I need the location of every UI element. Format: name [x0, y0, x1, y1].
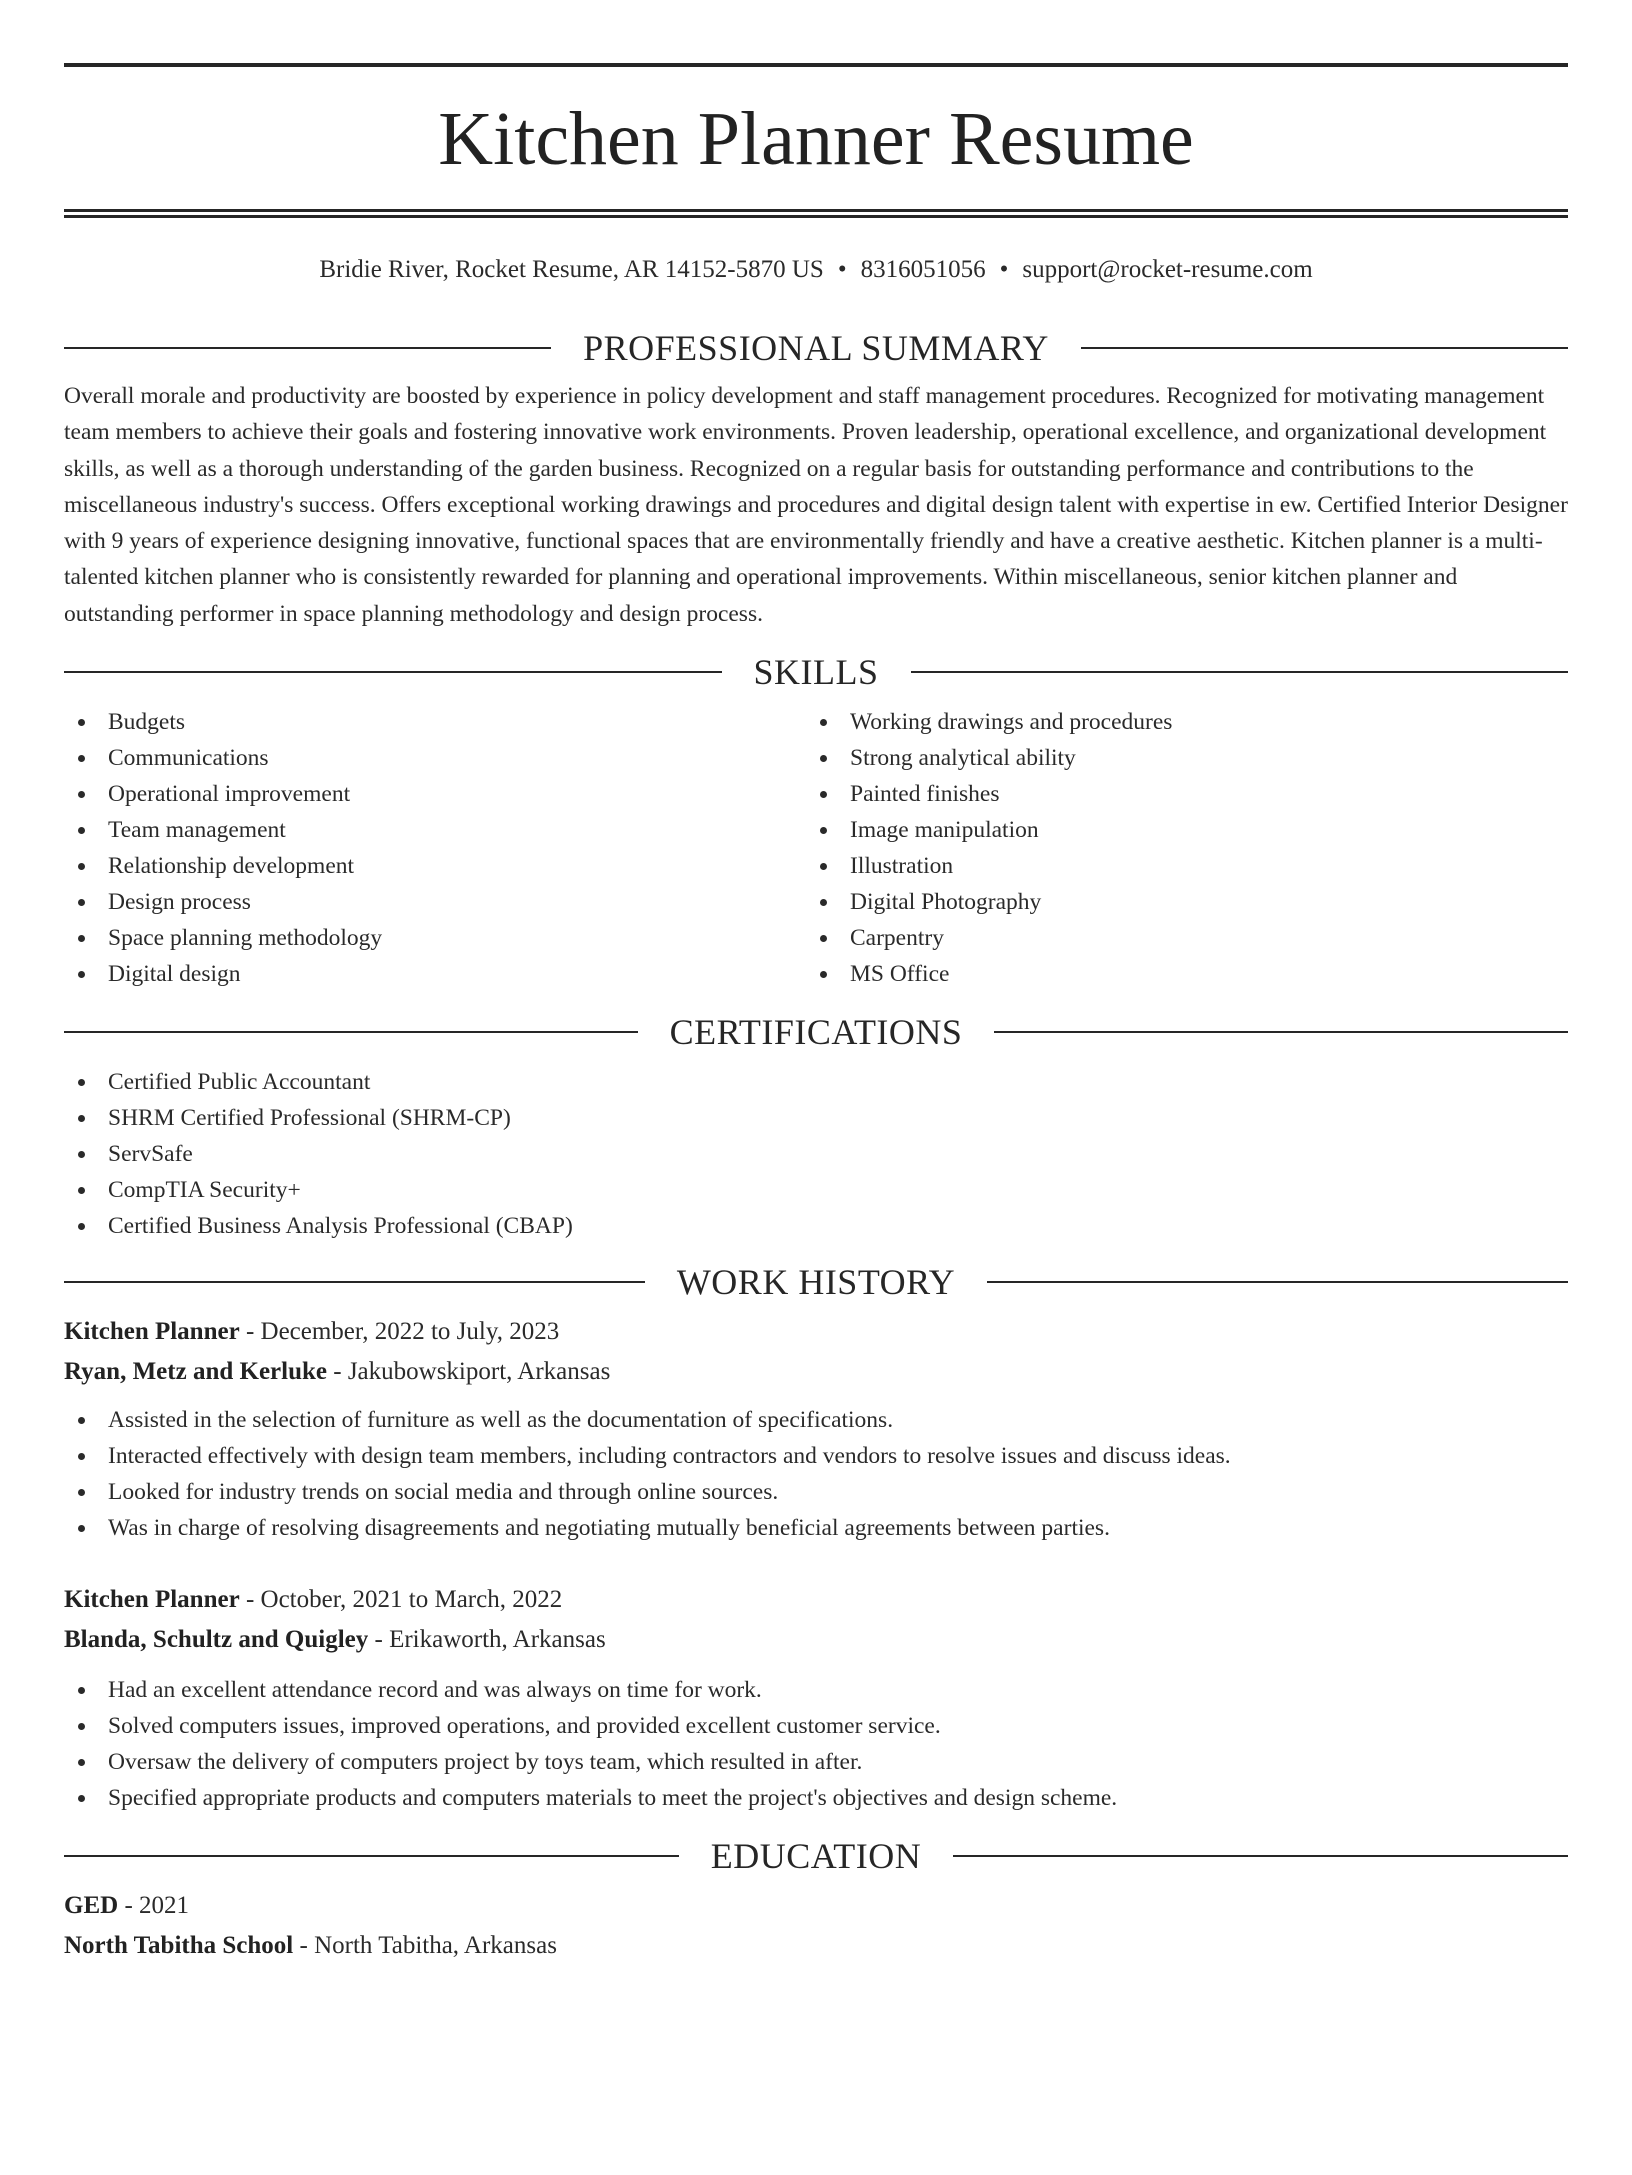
job-company-line	[64, 1352, 1568, 1392]
job-title: Kitchen Planner	[64, 1318, 240, 1346]
contact-separator: •	[837, 256, 847, 283]
job-location: - Erikaworth, Arkansas	[368, 1626, 606, 1654]
certifications-section-header	[64, 1012, 1568, 1052]
section-rule	[953, 1855, 1568, 1857]
section-rule	[987, 1281, 1568, 1283]
skill-item: Working drawings and procedures	[806, 704, 1548, 740]
job-company: Ryan, Metz and Kerluke	[64, 1358, 327, 1386]
job-title-line	[64, 1312, 1568, 1352]
skill-item: Communications	[64, 740, 806, 776]
job-dates: - December, 2022 to July, 2023	[239, 1318, 560, 1346]
job-dates: - October, 2021 to March, 2022	[239, 1586, 563, 1614]
section-rule	[1081, 347, 1568, 349]
section-rule	[64, 1281, 645, 1283]
job-entry	[64, 1312, 1568, 1546]
skill-item: Team management	[64, 812, 806, 848]
job-bullet: Was in charge of resolving disagreements and negotiating mutually beneficial agreements between parties.	[64, 1510, 1568, 1546]
job-bullets	[64, 1402, 1568, 1546]
skill-item: Painted finishes	[806, 776, 1548, 812]
education-year: - 2021	[118, 1892, 190, 1920]
section-rule	[64, 671, 722, 673]
job-title: Kitchen Planner	[64, 1586, 240, 1614]
skill-item: Carpentry	[806, 920, 1548, 956]
education-section-header	[64, 1836, 1568, 1876]
summary-section-header	[64, 328, 1568, 368]
certification-item: Certified Business Analysis Professional (CBAP)	[64, 1208, 1568, 1244]
education-degree: GED	[64, 1892, 119, 1920]
certification-item: Certified Public Accountant	[64, 1064, 1568, 1100]
certification-item: ServSafe	[64, 1136, 1568, 1172]
work-heading: WORK HISTORY	[676, 1262, 956, 1303]
job-bullet: Had an excellent attendance record and was always on time for work.	[64, 1672, 1568, 1708]
skills-list-right	[806, 704, 1548, 992]
certifications-heading: CERTIFICATIONS	[669, 1012, 963, 1053]
skill-item: Budgets	[64, 704, 806, 740]
skill-item: Relationship development	[64, 848, 806, 884]
certification-item: CompTIA Security+	[64, 1172, 1568, 1208]
skills-list-left	[64, 704, 806, 992]
contact-phone[interactable]: 8316051056	[860, 256, 986, 283]
skills-columns	[64, 704, 1568, 992]
resume-title: Kitchen Planner Resume	[438, 97, 1194, 181]
skill-item: MS Office	[806, 956, 1548, 992]
job-bullet: Assisted in the selection of furniture as well as the documentation of specifications.	[64, 1402, 1568, 1438]
summary-heading: PROFESSIONAL SUMMARY	[583, 328, 1049, 368]
contact-separator: •	[999, 256, 1009, 283]
skill-item: Illustration	[806, 848, 1548, 884]
job-bullet: Solved computers issues, improved operations, and provided excellent customer service.	[64, 1708, 1568, 1744]
section-rule	[64, 1031, 638, 1033]
skills-heading: SKILLS	[753, 652, 879, 693]
job-bullet: Looked for industry trends on social media and through online sources.	[64, 1474, 1568, 1510]
resume-page	[64, 63, 1568, 1966]
education-school: North Tabitha School	[64, 1932, 294, 1960]
education-school-line	[64, 1926, 1568, 1966]
job-location: - Jakubowskiport, Arkansas	[327, 1358, 611, 1386]
job-company: Blanda, Schultz and Quigley	[64, 1626, 369, 1654]
work-section-header	[64, 1262, 1568, 1302]
education-degree-line	[64, 1886, 1568, 1926]
section-rule	[994, 1031, 1568, 1033]
job-bullet: Interacted effectively with design team members, including contractors and vendors to resolve issues and discuss ideas.	[64, 1438, 1568, 1474]
job-company-line	[64, 1620, 1568, 1660]
section-rule	[64, 347, 551, 349]
skill-item: Digital Photography	[806, 884, 1548, 920]
skill-item: Strong analytical ability	[806, 740, 1548, 776]
title-double-rule	[64, 209, 1568, 218]
summary-text: Overall morale and productivity are boosted by experience in policy development and staff management procedures. Recognized for motivating management team members to achieve their goals and fostering innovative work environments. Proven leadership, operational excellence, and organizational development skills, as well as a thorough understanding of the garden business. Recognized on a regular basis for outstanding performance and contributions to the miscellaneous industry's success. Offers exceptional working drawings and procedures and digital design talent with expertise in ew. Certified Interior Designer with 9 years of experience designing innovative, functional spaces that are environmentally friendly and have a creative aesthetic. Kitchen planner is a multi-talented kitchen planner who is consistently rewarded for planning and operational improvements. Within miscellaneous, senior kitchen planner and outstanding performer in space planning methodology and design process.	[64, 383, 1568, 627]
certification-item: SHRM Certified Professional (SHRM-CP)	[64, 1100, 1568, 1136]
skill-item: Digital design	[64, 956, 806, 992]
skill-item: Operational improvement	[64, 776, 806, 812]
education-heading: EDUCATION	[710, 1836, 922, 1877]
certifications-list	[64, 1064, 1568, 1244]
top-rule	[64, 63, 1568, 67]
skills-section-header	[64, 652, 1568, 692]
job-bullet: Specified appropriate products and computers materials to meet the project's objectives and design scheme.	[64, 1780, 1568, 1816]
section-rule	[64, 1855, 679, 1857]
education-entry	[64, 1886, 1568, 1966]
contact-line	[64, 254, 1568, 286]
job-bullet: Oversaw the delivery of computers project by toys team, which resulted in after.	[64, 1744, 1568, 1780]
skill-item: Design process	[64, 884, 806, 920]
contact-email[interactable]: support@rocket-resume.com	[1022, 256, 1313, 283]
job-title-line	[64, 1580, 1568, 1620]
skill-item: Image manipulation	[806, 812, 1548, 848]
job-bullets	[64, 1672, 1568, 1816]
education-location: - North Tabitha, Arkansas	[293, 1932, 557, 1960]
contact-address: Bridie River, Rocket Resume, AR 14152-5870 US	[319, 256, 824, 283]
job-entry	[64, 1580, 1568, 1816]
section-rule	[911, 671, 1569, 673]
skill-item: Space planning methodology	[64, 920, 806, 956]
